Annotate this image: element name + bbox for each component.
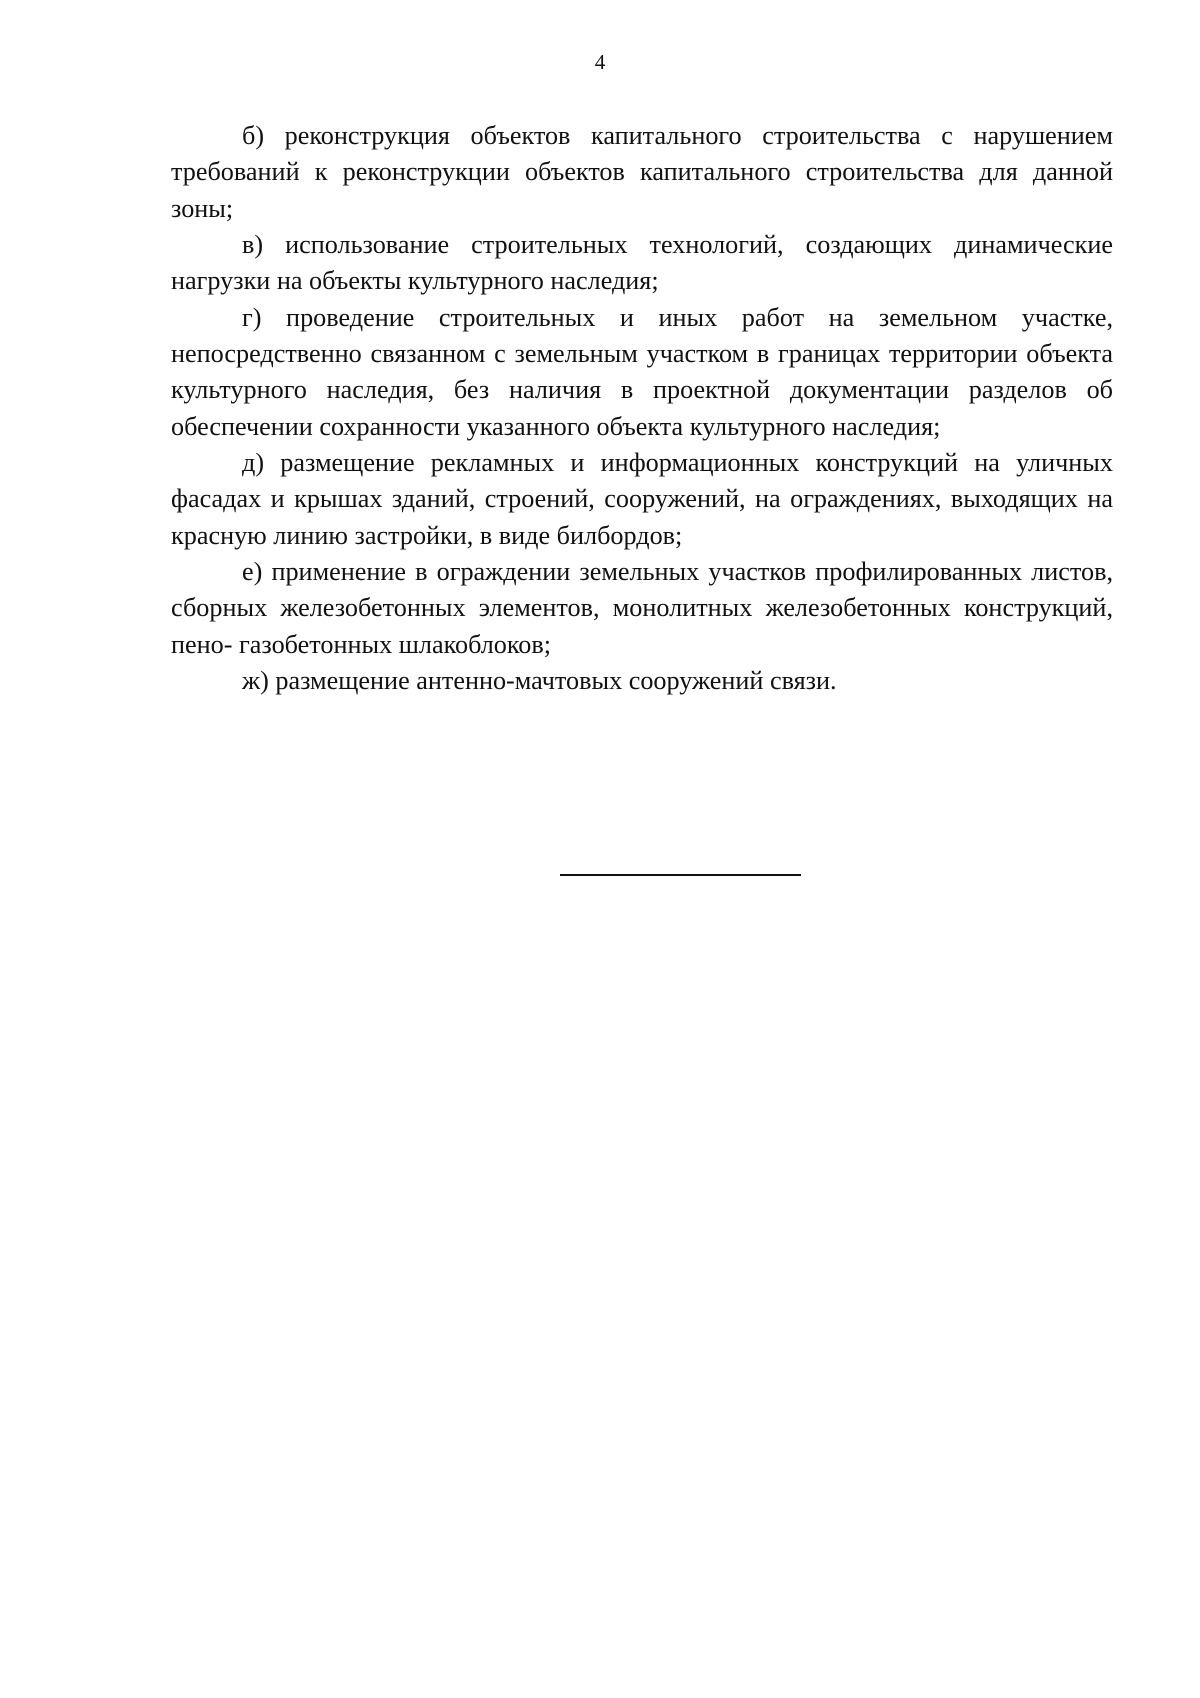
paragraph-d: д) размещение рекламных и информационных конструкций на уличных фасадах и крышах зданий, строений, сооружений, на ограждениях, выходящих на красную линию застройки, в виде билбордов; bbox=[171, 448, 1113, 550]
paragraph-b: б) реконструкция объектов капитального строительства с нарушением требований к реконструкции объектов капитального строительства для данной зоны; bbox=[171, 121, 1113, 223]
paragraph-g: г) проведение строительных и иных работ на земельном участке, непосредственно связанном с земельным участком в границах территории объекта культурного наследия, без наличия в проектной документации разделов об обеспечении сохранности указанного объекта культурного наследия; bbox=[171, 302, 1113, 441]
page-number: 4 bbox=[594, 50, 606, 74]
paragraph-zh: ж) размещение антенно-мачтовых сооружений связи. bbox=[242, 666, 837, 696]
paragraph-e: е) применение в ограждении земельных участков профилированных листов, сборных железобетонных элементов, монолитных железобетонных конструкций, пено- газобетонных шлакоблоков; bbox=[171, 557, 1113, 659]
end-of-text-rule bbox=[560, 874, 801, 876]
document-body bbox=[171, 118, 1113, 700]
paragraph-v: в) использование строительных технологий, создающих динамические нагрузки на объекты культурного наследия; bbox=[171, 230, 1113, 296]
